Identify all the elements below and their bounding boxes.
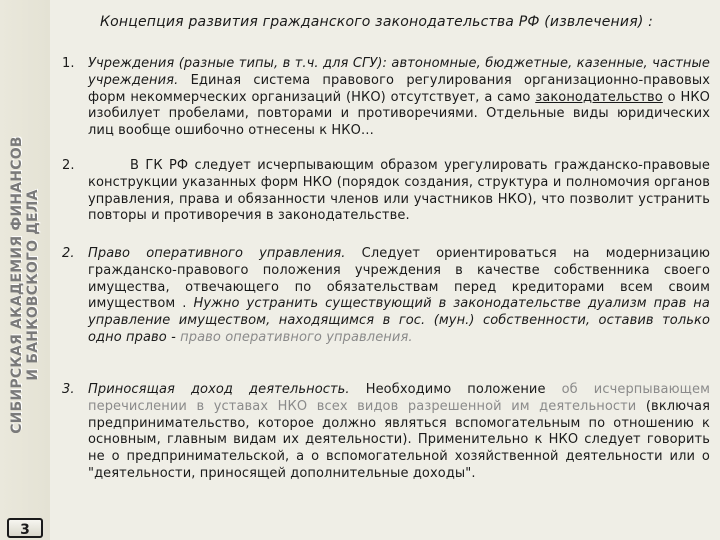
item-text: Единая система правового регулирования организационно-правовых форм некоммерческих организаций (НКО) отсутствует, а само — [88, 72, 710, 105]
item-text: Необходимо положение — [349, 382, 562, 397]
organization-name-line2: И БАНКОВСКОГО ДЕЛА — [25, 189, 41, 381]
item-lead: Учреждения (разные типы, в т.ч. для СГУ): автономные, бюджетные, казенные, частные учреждения. — [88, 56, 710, 88]
organization-logo-text — [9, 136, 41, 433]
sidebar — [0, 0, 50, 540]
item-gray-text: об исчерпывающем перечислении в уставах НКО всех видов разрешенной им деятельности — [88, 382, 710, 414]
slide-title: Концепция развития гражданского законодательства РФ (извлечения) : — [100, 14, 654, 30]
item-lead: Право оперативного управления. — [88, 246, 346, 261]
item-number: 2. — [62, 158, 75, 173]
item-body — [88, 382, 710, 483]
list-item-operational-management — [62, 246, 710, 347]
legislation-link[interactable]: законодательство — [535, 89, 663, 105]
list-item-civil-code — [62, 158, 710, 225]
item-number: 3. — [62, 382, 75, 397]
item-text-continued: о НКО изобилует пробелами, повторами и противоречиями. Отдельные виды юридических лиц вообще ошибочно отнесены к НКО… — [88, 89, 710, 139]
item-lead: Приносящая доход деятельность. — [88, 382, 350, 397]
item-number: 1. — [62, 56, 75, 71]
list-item-institutions — [62, 56, 710, 140]
item-emphasis-tail: право оперативного управления. — [180, 329, 413, 345]
item-body — [88, 158, 710, 225]
item-emphasis: Нужно устранить существующий в законодательстве дуализм прав на управление имуществом, находящимся в гос. (мун.) собственности, оставив только одно право - — [88, 296, 710, 345]
item-body — [88, 246, 710, 347]
list-item-income-activity — [62, 382, 710, 483]
item-text-continued: (включая предпринимательство, которое должно являться вспомогательным по отношению к основным, главным видам их деятельности). Применительно к НКО следует говорить не о предпринимательской, а о вспомогательной хозяйственной деятельности или о "деятельности, приносящей дополнительные доходы". — [88, 398, 710, 481]
organization-name-line1: СИБИРСКАЯ АКАДЕМИЯ ФИНАНСОВ — [9, 136, 25, 434]
item-body — [88, 56, 710, 140]
page-number: 3 — [7, 518, 43, 538]
item-number: 2. — [62, 246, 75, 261]
item-text: В ГК РФ следует исчерпывающим образом урегулировать гражданско-правовые конструкции указанных форм НКО (порядок создания, структура и полномочия органов управления, права и обязанности членов или участников НКО), что позволит устранить повторы и противоречия в законодательстве. — [88, 158, 710, 224]
item-text: Следует ориентироваться на модернизацию гражданско-правового положения учреждения в качестве собственника своего имущества, отвечающего по обязательствам перед кредиторами всем своим имуществом . — [88, 246, 710, 312]
